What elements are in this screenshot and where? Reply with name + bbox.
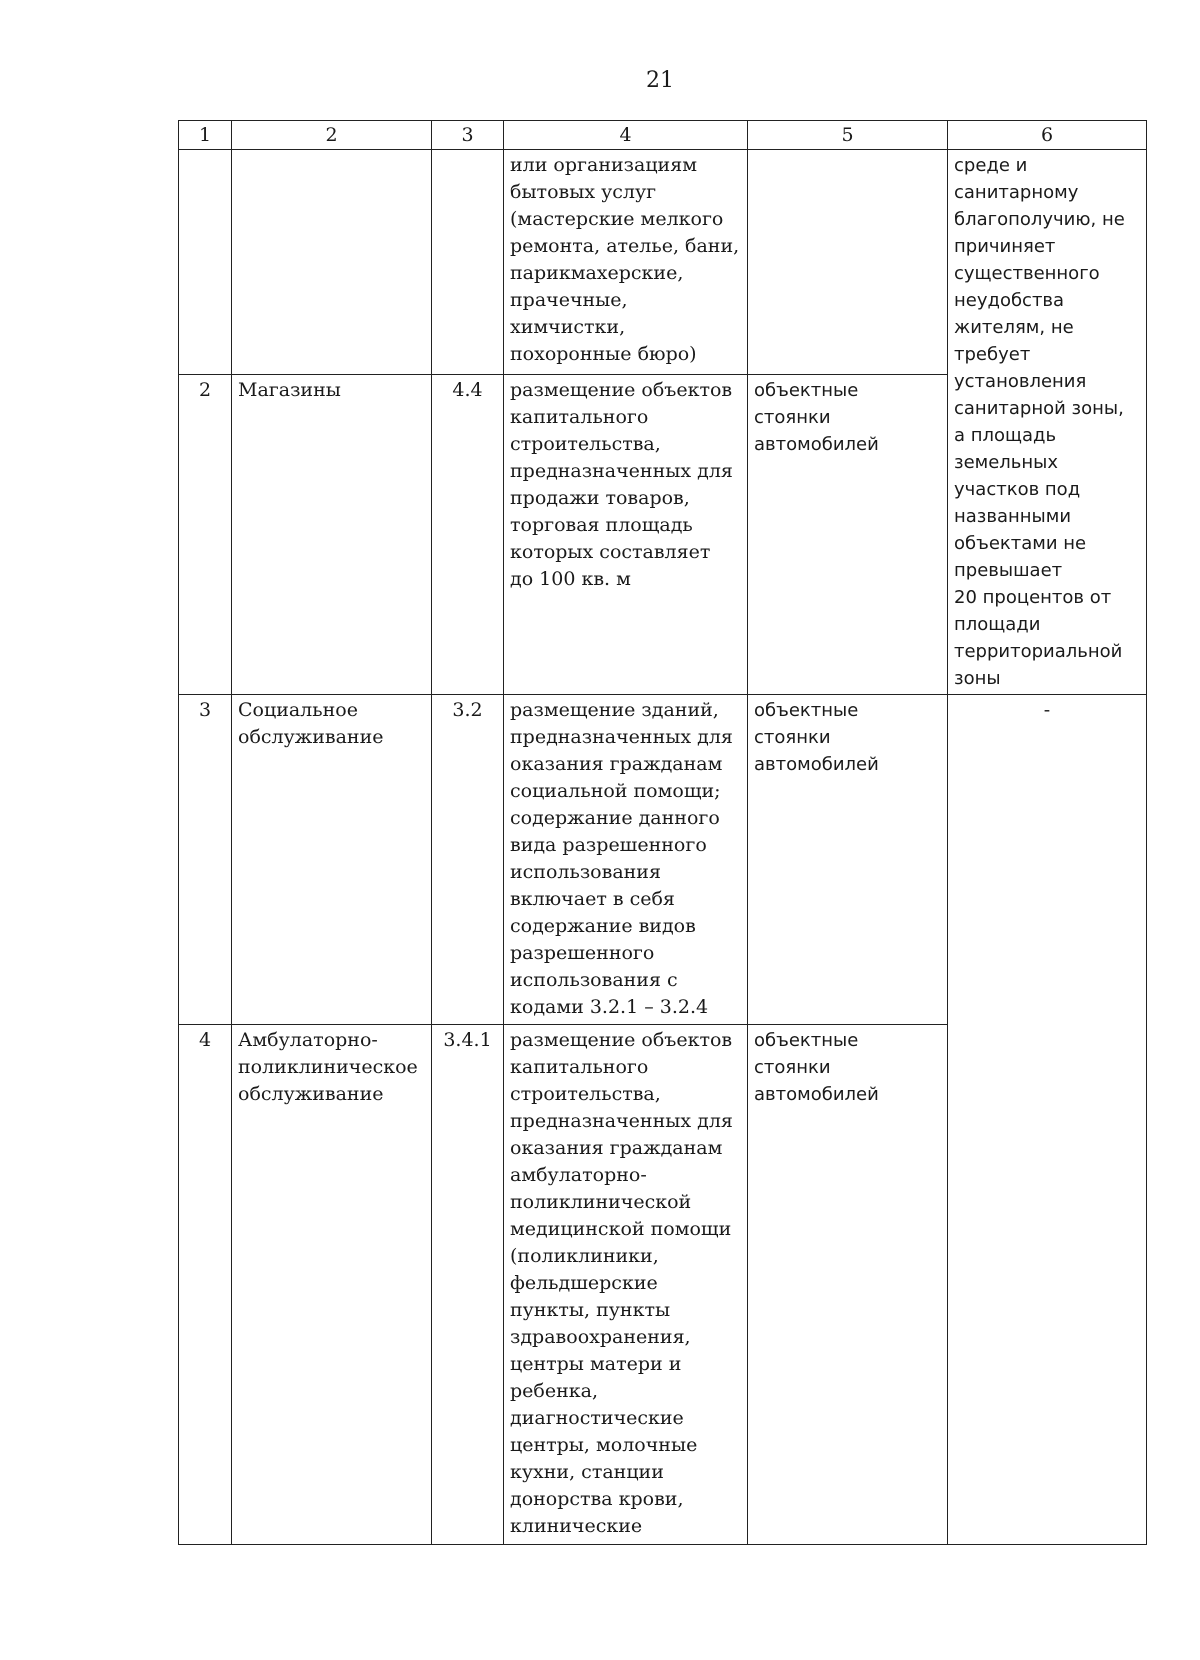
row-number: 3	[179, 695, 232, 1025]
table-row	[179, 150, 1147, 375]
table-row	[179, 695, 1147, 1025]
row-number	[179, 150, 232, 375]
parking-type: объектные стоянки автомобилей	[748, 375, 948, 695]
row-number: 4	[179, 1025, 232, 1545]
use-description: размещение зданий, предназначенных для оказания гражданам социальной помощи; содержание данного вида разрешенного использования включает в себя содержание видов разрешенного использования с кодами 3.2.1 – 3.2.4	[504, 695, 748, 1025]
use-code: 4.4	[432, 375, 504, 695]
use-description: размещение объектов капитального строительства, предназначенных для продажи товаров, торговая площадь которых составляет до 100 кв. м	[504, 375, 748, 695]
use-name: Социальное обслуживание	[232, 695, 432, 1025]
use-name: Амбулаторно- поликлиническое обслуживание	[232, 1025, 432, 1545]
use-code: 3.4.1	[432, 1025, 504, 1545]
conditions-cell: -	[948, 695, 1147, 1545]
use-name: Магазины	[232, 375, 432, 695]
use-description: или организациям бытовых услуг (мастерские мелкого ремонта, ателье, бани, парикмахерские, прачечные, химчистки, похоронные бюро)	[504, 150, 748, 375]
column-number: 2	[232, 121, 432, 150]
conditions-cell: среде и санитарному благополучию, не причиняет существенного неудобства жителям, не требует установления санитарной зоны, а площадь земельных участков под названными объектами не превышает 20 процентов от площади территориальной зоны	[948, 150, 1147, 695]
column-number: 5	[748, 121, 948, 150]
permitted-use-table	[178, 120, 1147, 1545]
column-number: 6	[948, 121, 1147, 150]
column-number: 1	[179, 121, 232, 150]
parking-type: объектные стоянки автомобилей	[748, 695, 948, 1025]
page-number: 21	[646, 68, 674, 93]
column-number-row	[179, 121, 1147, 150]
use-name	[232, 150, 432, 375]
parking-type	[748, 150, 948, 375]
use-code: 3.2	[432, 695, 504, 1025]
use-code	[432, 150, 504, 375]
column-number: 3	[432, 121, 504, 150]
row-number: 2	[179, 375, 232, 695]
use-description: размещение объектов капитального строительства, предназначенных для оказания гражданам амбулаторно- поликлинической медицинской помощи (поликлиники, фельдшерские пункты, пункты здравоохранения, центры матери и ребенка, диагностические центры, молочные кухни, станции донорства крови, клинические	[504, 1025, 748, 1545]
parking-type: объектные стоянки автомобилей	[748, 1025, 948, 1545]
column-number: 4	[504, 121, 748, 150]
